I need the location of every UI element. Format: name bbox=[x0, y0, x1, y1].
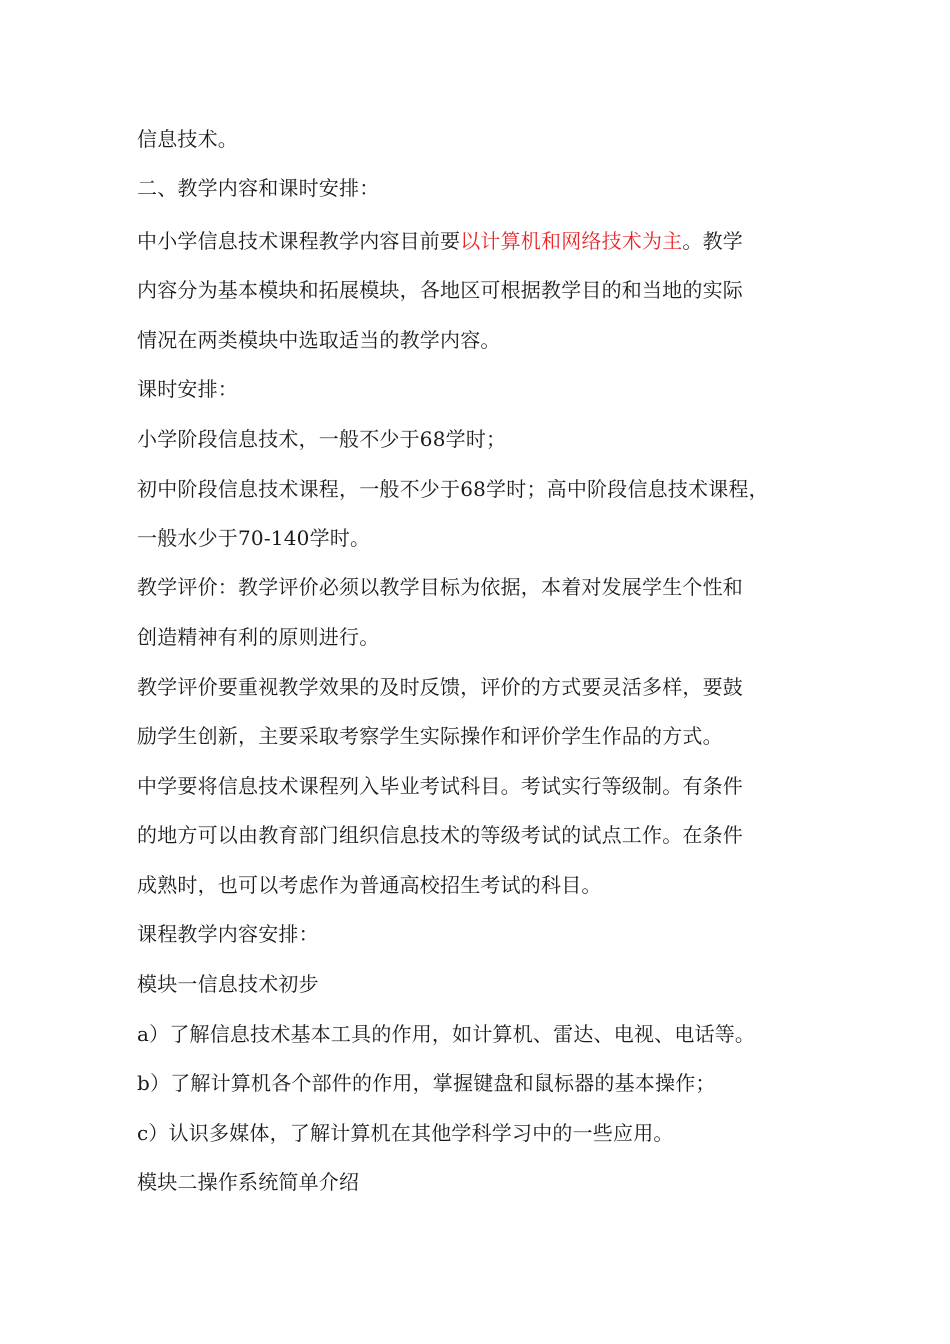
list-item-c: c）认识多媒体，了解计算机在其他学科学习中的一些应用。 bbox=[137, 1121, 674, 1145]
text-segment: 中小学信息技术课程教学内容目前要 bbox=[137, 229, 461, 253]
text-segment: 。教学 bbox=[682, 229, 744, 253]
text-line: 励学生创新，主要采取考察学生实际操作和评价学生作品的方式。 bbox=[137, 724, 723, 748]
text-line: 的地方可以由教育部门组织信息技术的等级考试的试点工作。在条件 bbox=[137, 823, 743, 847]
text-line: 教学评价要重视教学效果的及时反馈，评价的方式要灵活多样，要鼓 bbox=[137, 675, 743, 699]
text-line-exam: 中学要将信息技术课程列入毕业考试科目。考试实行等级制。有条件 bbox=[137, 774, 743, 798]
text-line-content-intro bbox=[137, 229, 743, 253]
text-line: 一般水少于70-140学时。 bbox=[137, 526, 371, 550]
section-heading-content-hours: 二、教学内容和课时安排： bbox=[137, 176, 380, 200]
text-line: 情况在两类模块中选取适当的教学内容。 bbox=[137, 328, 501, 352]
text-line-evaluation: 教学评价：教学评价必须以教学目标为依据，本着对发展学生个性和 bbox=[137, 575, 743, 599]
subheading-hours: 课时安排： bbox=[137, 377, 238, 401]
text-line: 成熟时，也可以考虑作为普通高校招生考试的科目。 bbox=[137, 873, 602, 897]
subheading-course-content: 课程教学内容安排： bbox=[137, 922, 319, 946]
text-line-continuation: 信息技术。 bbox=[137, 127, 238, 151]
list-item-b: b）了解计算机各个部件的作用，掌握键盘和鼠标器的基本操作； bbox=[137, 1071, 716, 1095]
text-line-primary-hours: 小学阶段信息技术，一般不少于68学时； bbox=[137, 427, 507, 451]
text-line: 创造精神有利的原则进行。 bbox=[137, 625, 380, 649]
module-heading-2: 模块二操作系统简单介绍 bbox=[137, 1170, 360, 1194]
text-line-middle-high-hours: 初中阶段信息技术课程，一般不少于68学时；高中阶段信息技术课程， bbox=[137, 477, 769, 501]
text-line: 内容分为基本模块和拓展模块，各地区可根据教学目的和当地的实际 bbox=[137, 278, 743, 302]
highlighted-text: 以计算机和网络技术为主 bbox=[460, 229, 683, 253]
module-heading-1: 模块一信息技术初步 bbox=[137, 972, 319, 996]
list-item-a: a）了解信息技术基本工具的作用，如计算机、雷达、电视、电话等。 bbox=[137, 1022, 756, 1046]
